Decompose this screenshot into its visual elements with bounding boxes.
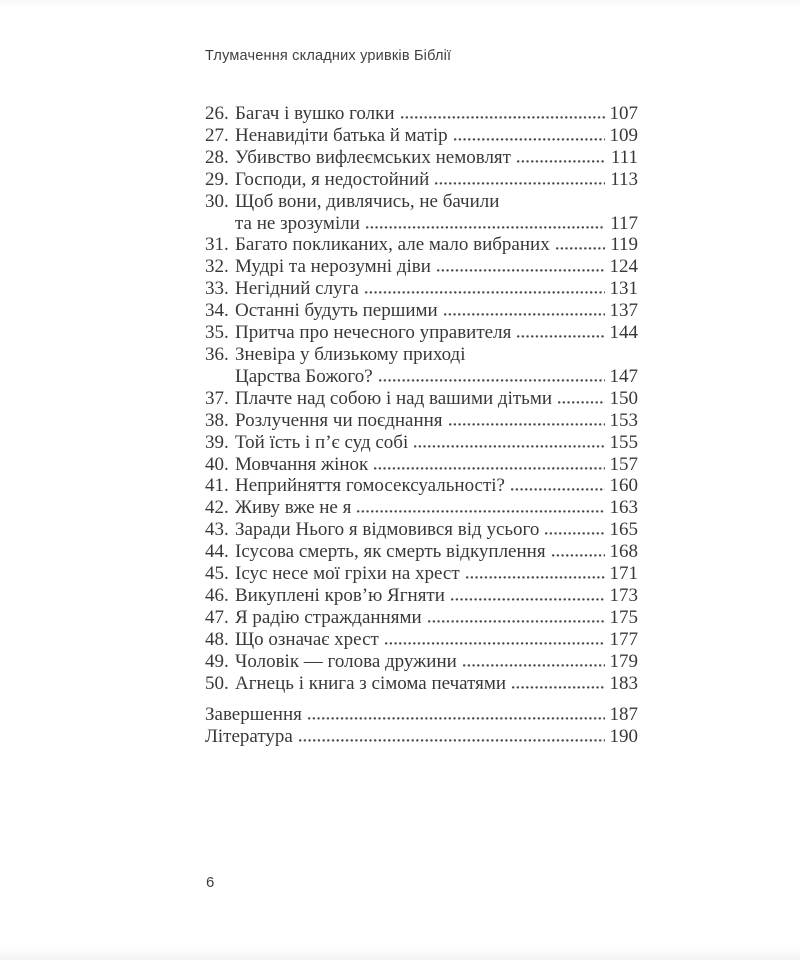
entry-title: Багач і вушко голки — [235, 103, 395, 124]
entry-page-number: 153 — [609, 409, 638, 431]
entry-line-last — [235, 388, 638, 410]
entry-number: 45. — [205, 563, 229, 585]
entry-page-number: 150 — [609, 387, 638, 409]
entry-body — [235, 629, 638, 651]
entry-title: Щоб вони, дивлячись, не бачили — [235, 190, 500, 212]
entry-body — [235, 410, 638, 432]
entry-title: Багато покликаних, але мало вибраних — [235, 234, 550, 256]
entry-page-number: 157 — [609, 453, 638, 475]
toc-entry — [205, 278, 638, 300]
entry-page-number: 147 — [609, 365, 638, 387]
entry-line-last — [235, 366, 638, 388]
toc-entry — [205, 629, 638, 651]
entry-body — [235, 673, 638, 695]
entry-title: Чоловік — голова дружини — [235, 650, 457, 672]
dot-leader — [512, 686, 604, 689]
entry-body — [235, 125, 638, 147]
dot-leader — [517, 335, 604, 338]
entry-number: 35. — [205, 322, 229, 344]
dot-leader — [435, 182, 605, 185]
entry-number: 48. — [205, 628, 229, 650]
entry-line-last — [235, 607, 638, 629]
toc-entry — [205, 234, 638, 256]
entry-title: Ненавидіти батька й матір — [235, 124, 448, 146]
toc-entry — [205, 125, 638, 147]
toc-entry — [205, 541, 638, 563]
dot-leader — [366, 226, 605, 229]
entry-title: Заради Нього я відмовився від усього — [235, 519, 540, 541]
entry-title: Викуплені кровʼю Ягняти — [235, 584, 445, 606]
entry-line-last — [235, 125, 638, 147]
entry-page-number: 119 — [610, 234, 638, 256]
toc-entry — [205, 704, 638, 726]
entry-line-last — [235, 278, 638, 300]
back-matter-list — [205, 704, 638, 748]
entry-title: Убивство вифлеємських немовлят — [235, 146, 511, 168]
entry-line-last — [235, 300, 638, 322]
page-edge-shading-bottom — [0, 946, 800, 960]
entry-body — [205, 704, 638, 726]
entry-number: 43. — [205, 519, 229, 541]
entry-body — [235, 147, 638, 169]
entry-body — [235, 278, 638, 300]
toc-entry — [205, 388, 638, 410]
entry-body — [235, 541, 638, 563]
toc-list — [205, 103, 638, 694]
entry-line-last — [235, 651, 638, 673]
entry-page-number: 173 — [609, 584, 638, 606]
entry-title: Останні будуть першими — [235, 300, 438, 322]
entry-number: 36. — [205, 343, 229, 365]
entry-number: 31. — [205, 234, 229, 256]
dot-leader — [414, 445, 604, 448]
entry-line-last — [235, 673, 638, 695]
entry-body — [205, 726, 638, 748]
toc-entry — [205, 563, 638, 585]
entry-line-last — [205, 704, 638, 726]
toc-entry — [205, 344, 638, 388]
entry-line-last — [235, 234, 638, 256]
entry-line-last — [235, 497, 638, 519]
entry-title: Плачте над собою і над вашими дітьми — [235, 387, 553, 409]
footer-page-number: 6 — [206, 874, 215, 891]
entry-body — [235, 322, 638, 344]
entry-line-last — [205, 726, 638, 748]
entry-number: 50. — [205, 672, 229, 694]
dot-leader — [466, 576, 605, 579]
entry-title: Притча про нечесного управителя — [235, 322, 512, 344]
entry-number: 44. — [205, 541, 229, 563]
entry-number: 42. — [205, 497, 229, 519]
entry-body — [235, 169, 638, 191]
dot-leader — [437, 269, 605, 272]
dot-leader — [454, 138, 605, 141]
toc-entry — [205, 475, 638, 497]
entry-body — [235, 256, 638, 278]
toc-entry — [205, 147, 638, 169]
entry-page-number: 131 — [609, 278, 638, 300]
entry-body — [235, 651, 638, 673]
entry-title: Література — [205, 726, 293, 748]
toc-entry — [205, 607, 638, 629]
running-header: Тлумачення складних уривків Біблії — [205, 48, 452, 64]
entry-body — [235, 563, 638, 585]
entry-body — [235, 388, 638, 410]
entry-body — [235, 475, 638, 497]
dot-leader — [517, 160, 606, 163]
toc-entry — [205, 432, 638, 454]
entry-number: 33. — [205, 278, 229, 300]
entry-title: Той їсть і пʼє суд собі — [235, 431, 409, 453]
entry-title: Зневіра у близькому приході — [235, 343, 466, 365]
dot-leader — [451, 598, 605, 601]
toc-entry — [205, 726, 638, 748]
entry-line-last — [235, 410, 638, 432]
dot-leader — [365, 291, 605, 294]
entry-title: Агнець і книга з сімома печатями — [235, 672, 507, 694]
entry-title: Мудрі та нерозумні діви — [235, 256, 431, 278]
dot-leader — [308, 717, 605, 720]
entry-body — [235, 454, 638, 476]
toc-entry — [205, 454, 638, 476]
entry-number: 47. — [205, 606, 229, 628]
entry-title: Мовчання жінок — [235, 453, 369, 475]
entry-page-number: 165 — [609, 519, 638, 541]
entry-title: Царства Божого? — [235, 365, 373, 387]
entry-body — [235, 497, 638, 519]
dot-leader — [552, 554, 605, 557]
entry-page-number: 113 — [610, 168, 638, 190]
entry-line-last — [235, 541, 638, 563]
entry-page-number: 124 — [609, 256, 638, 278]
entry-line-last — [235, 519, 638, 541]
dot-leader — [401, 116, 605, 119]
entry-body — [235, 191, 638, 235]
entry-title: Неприйняття гомосексуальності? — [235, 475, 505, 497]
entry-line-last — [235, 563, 638, 585]
entry-page-number: 177 — [609, 628, 638, 650]
toc-entry — [205, 519, 638, 541]
entry-line-last — [235, 629, 638, 651]
entry-title: Негідний слуга — [235, 278, 359, 300]
entry-line-last — [235, 585, 638, 607]
toc-entry — [205, 169, 638, 191]
entry-page-number: 109 — [609, 124, 638, 146]
entry-line-last — [235, 103, 638, 125]
toc-entry — [205, 322, 638, 344]
entry-line-last — [235, 475, 638, 497]
entry-page-number: 179 — [609, 650, 638, 672]
entry-title: та не зрозуміли — [235, 212, 360, 234]
entry-line-last — [235, 213, 638, 235]
dot-leader — [428, 620, 605, 623]
entry-page-number: 168 — [609, 541, 638, 563]
entry-number: 29. — [205, 168, 229, 190]
dot-leader — [374, 467, 604, 470]
entry-page-number: 187 — [609, 704, 638, 726]
entry-title: Я радію стражданнями — [235, 606, 422, 628]
entry-body — [235, 519, 638, 541]
entry-page-number: 163 — [609, 497, 638, 519]
entry-number: 34. — [205, 300, 229, 322]
entry-line-last — [235, 147, 638, 169]
entry-number: 28. — [205, 146, 229, 168]
toc-entry — [205, 497, 638, 519]
toc-entry — [205, 300, 638, 322]
dot-leader — [357, 510, 604, 513]
entry-number: 30. — [205, 190, 229, 212]
entry-body — [235, 432, 638, 454]
entry-title: Розлучення чи поєднання — [235, 409, 443, 431]
entry-number: 46. — [205, 584, 229, 606]
dot-leader — [556, 247, 605, 250]
page-edge-shading-top — [0, 0, 800, 8]
toc-entry — [205, 410, 638, 432]
entry-page-number: 183 — [609, 672, 638, 694]
entry-body — [235, 344, 638, 388]
entry-line-last — [235, 256, 638, 278]
entry-body — [235, 585, 638, 607]
toc-entry — [205, 651, 638, 673]
entry-line-last — [235, 169, 638, 191]
entry-line — [235, 344, 638, 366]
toc-entry — [205, 673, 638, 695]
dot-leader — [545, 532, 604, 535]
entry-number: 27. — [205, 124, 229, 146]
entry-page-number: 160 — [609, 475, 638, 497]
dot-leader — [449, 423, 605, 426]
entry-number: 39. — [205, 431, 229, 453]
entry-line — [235, 191, 638, 213]
entry-page-number: 117 — [610, 212, 638, 234]
entry-number: 41. — [205, 475, 229, 497]
entry-page-number: 107 — [609, 103, 638, 124]
dot-leader — [385, 642, 605, 645]
entry-line-last — [235, 432, 638, 454]
dot-leader — [558, 401, 604, 404]
dot-leader — [379, 379, 605, 382]
dot-leader — [444, 313, 605, 316]
entry-page-number: 155 — [609, 431, 638, 453]
entry-number: 37. — [205, 387, 229, 409]
entry-page-number: 190 — [609, 726, 638, 748]
entry-page-number: 175 — [609, 606, 638, 628]
entry-body — [235, 607, 638, 629]
entry-page-number: 144 — [609, 322, 638, 344]
entry-title: Що означає хрест — [235, 628, 379, 650]
entry-title: Завершення — [205, 704, 302, 726]
entry-page-number: 137 — [609, 300, 638, 322]
toc-entry — [205, 256, 638, 278]
entry-page-number: 111 — [610, 146, 638, 168]
toc-entry — [205, 191, 638, 235]
entry-number: 49. — [205, 650, 229, 672]
dot-leader — [299, 739, 605, 742]
entry-body — [235, 300, 638, 322]
entry-number: 26. — [205, 103, 229, 124]
table-of-contents — [205, 103, 638, 748]
entry-number: 38. — [205, 409, 229, 431]
entry-line-last — [235, 454, 638, 476]
dot-leader — [511, 488, 605, 491]
dot-leader — [463, 664, 605, 667]
entry-title: Живу вже не я — [235, 497, 352, 519]
toc-entry — [205, 585, 638, 607]
toc-entry — [205, 103, 638, 125]
entry-title: Господи, я недостойний — [235, 168, 430, 190]
entry-title: Ісусова смерть, як смерть відкуплення — [235, 541, 546, 563]
entry-body — [235, 103, 638, 125]
entry-line-last — [235, 322, 638, 344]
entry-title: Ісус несе мої гріхи на хрест — [235, 563, 460, 585]
entry-page-number: 171 — [609, 563, 638, 585]
entry-number: 40. — [205, 453, 229, 475]
entry-number: 32. — [205, 256, 229, 278]
entry-body — [235, 234, 638, 256]
